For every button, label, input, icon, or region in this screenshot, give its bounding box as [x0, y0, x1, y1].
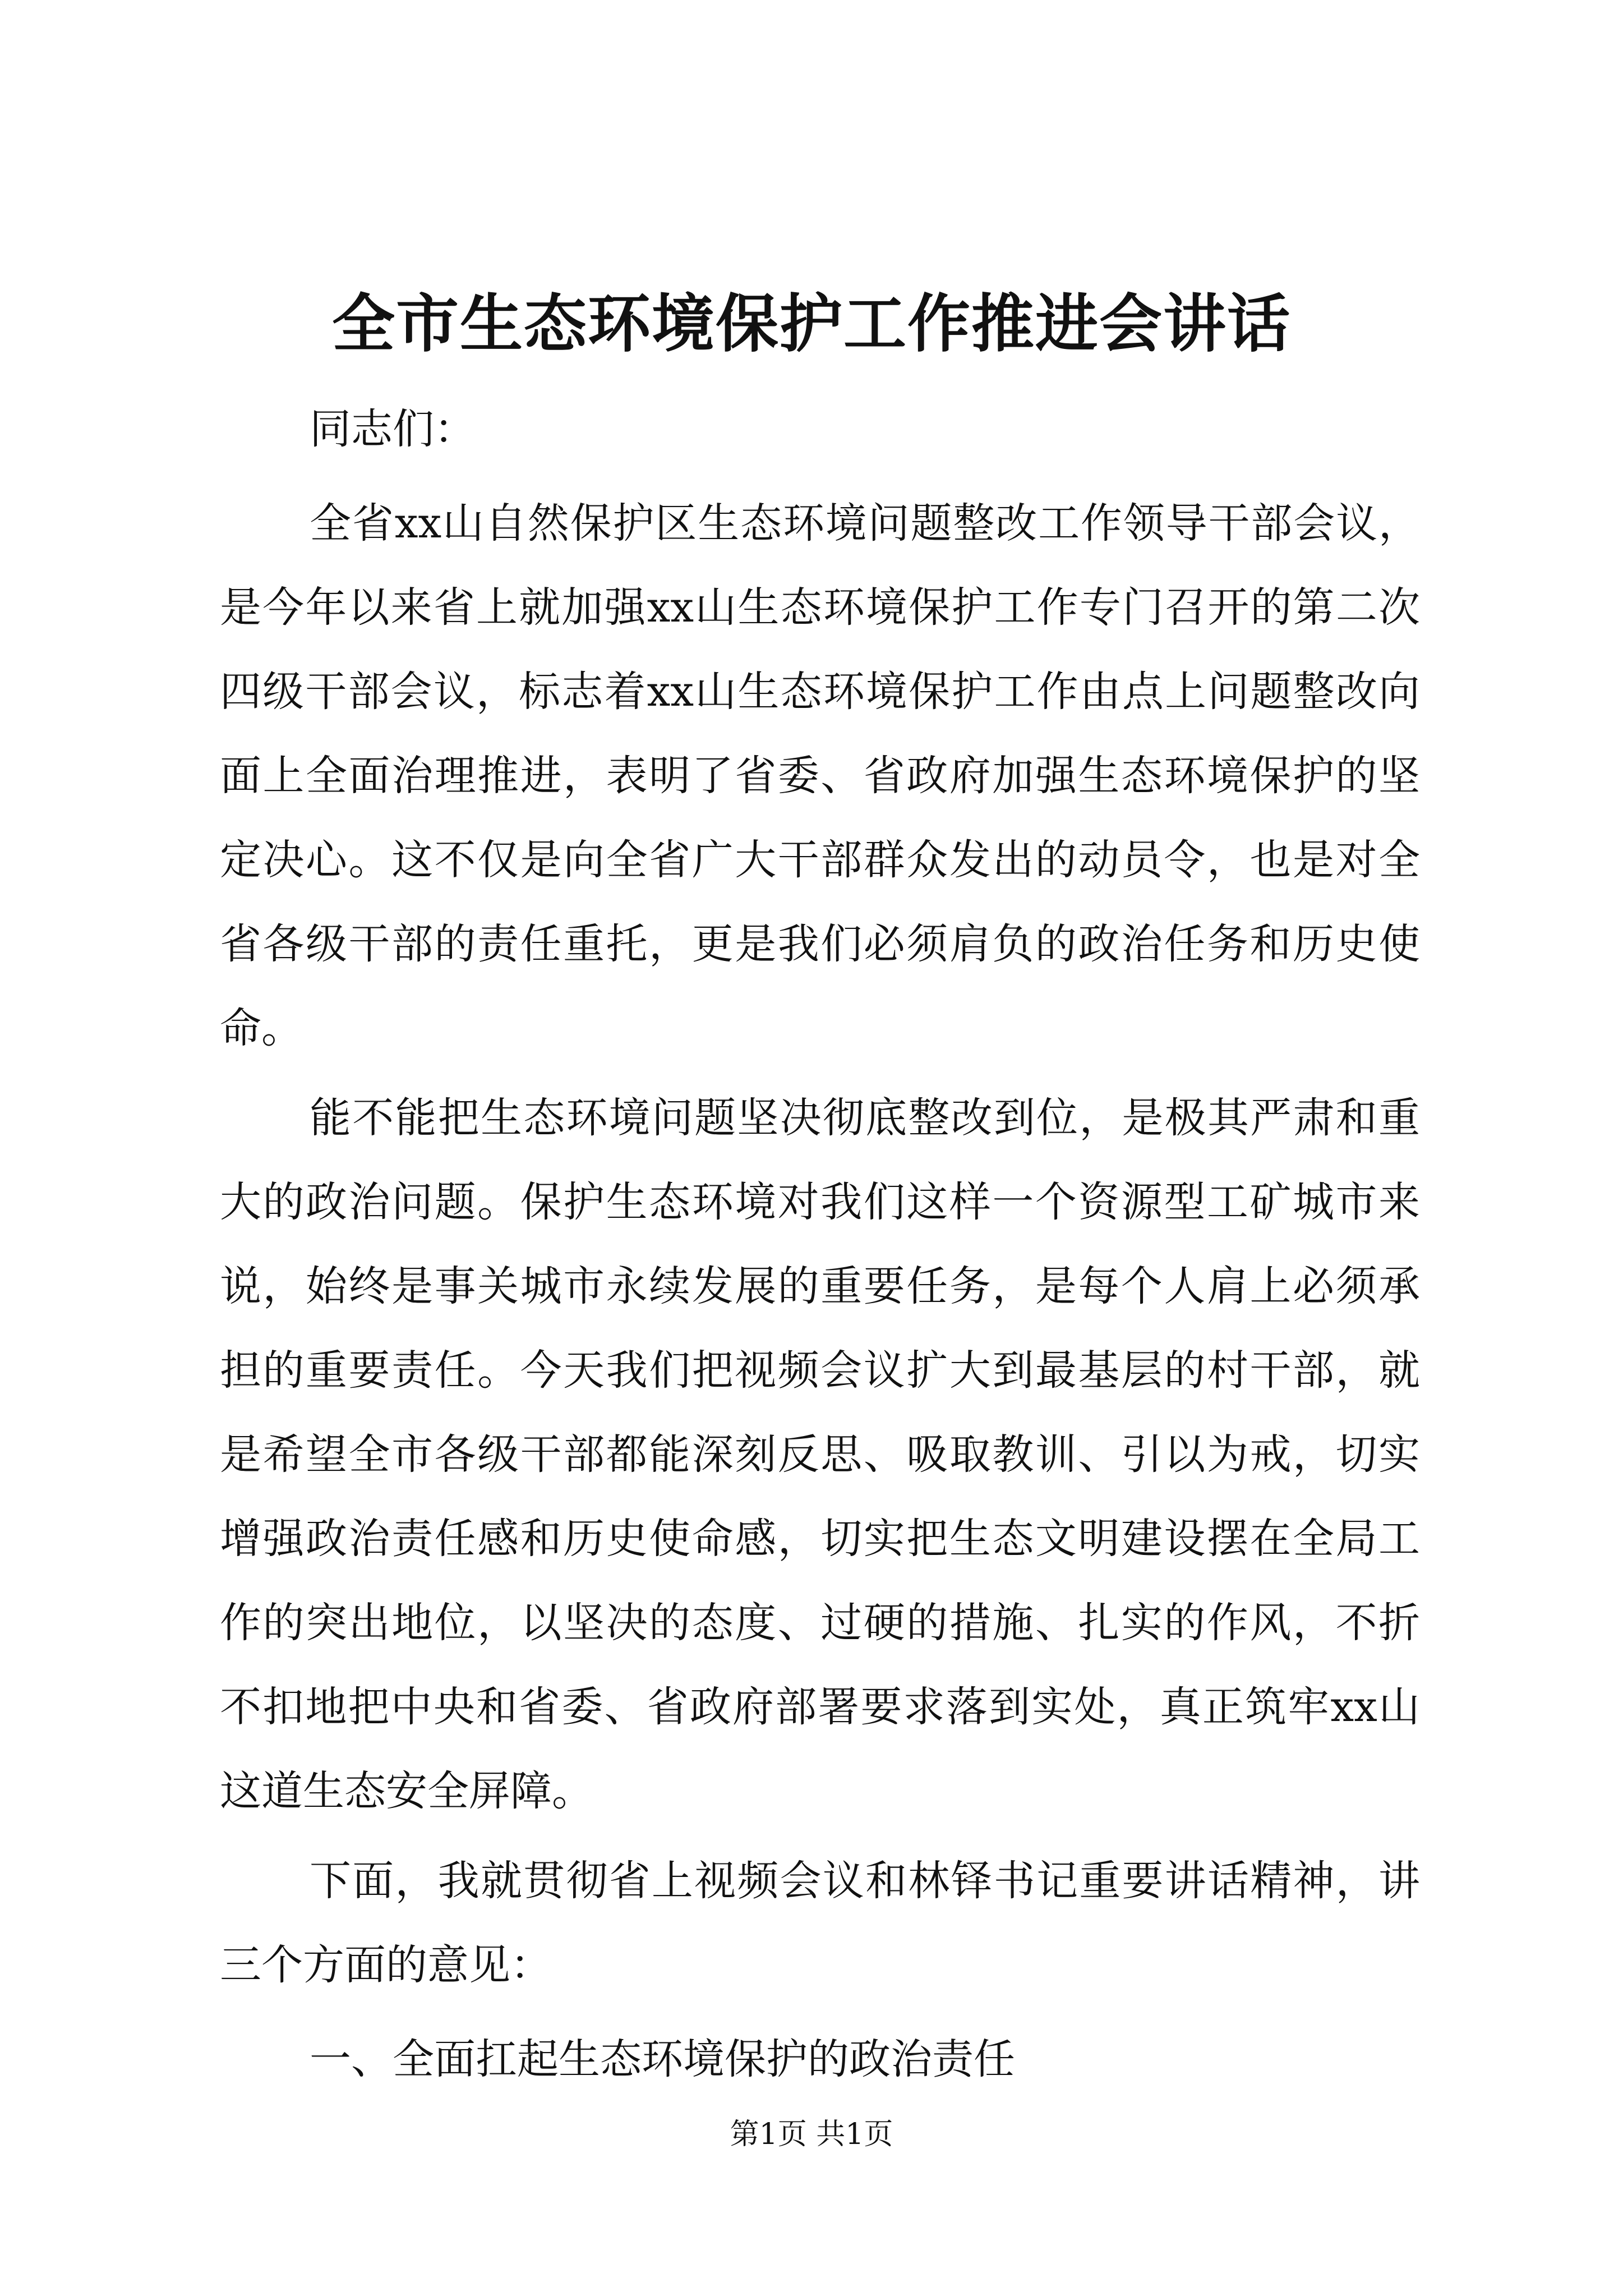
paragraph-3: 下面，我就贯彻省上视频会议和林铎书记重要讲话精神，讲三个方面的意见： — [220, 1857, 1420, 1989]
document-title: 全市生态环境保护工作推进会讲话 — [332, 287, 1291, 361]
paragraph-1: 全省xx山自然保护区生态环境问题整改工作领导干部会议，是今年以来省上就加强xx山生态环境保护工作专门召开的第二次四级干部会议，标志着xx山生态环境保护工作由点上问题整改向面上全面治理推进，表明了省委、省政府加强生态环境保护的坚定决心。这不仅是向全省广大干部群众发出的动员令，也是对全省各级干部的责任重托，更是我们必须肩负的政治任务和历史使命。 — [220, 499, 1420, 1052]
document-body — [220, 387, 1420, 2101]
salutation: 同志们： — [310, 405, 476, 453]
section-heading: 一、全面扛起生态环境保护的政治责任 — [310, 2035, 1015, 2083]
page-footer: 第1页 共1页 — [730, 2118, 893, 2151]
paragraph-2: 能不能把生态环境问题坚决彻底整改到位，是极其严肃和重大的政治问题。保护生态环境对我们这样一个资源型工矿城市来说，始终是事关城市永续发展的重要任务，是每个人肩上必须承担的重要责任。今天我们把视频会议扩大到最基层的村干部，就是希望全市各级干部都能深刻反思、吸取教训、引以为戒，切实增强政治责任感和历史使命感，切实把生态文明建设摆在全局工作的突出地位，以坚决的态度、过硬的措施、扎实的作风，不折不扣地把中央和省委、省政府部署要求落到实处，真正筑牢xx山这道生态安全屏障。 — [220, 1094, 1420, 1815]
